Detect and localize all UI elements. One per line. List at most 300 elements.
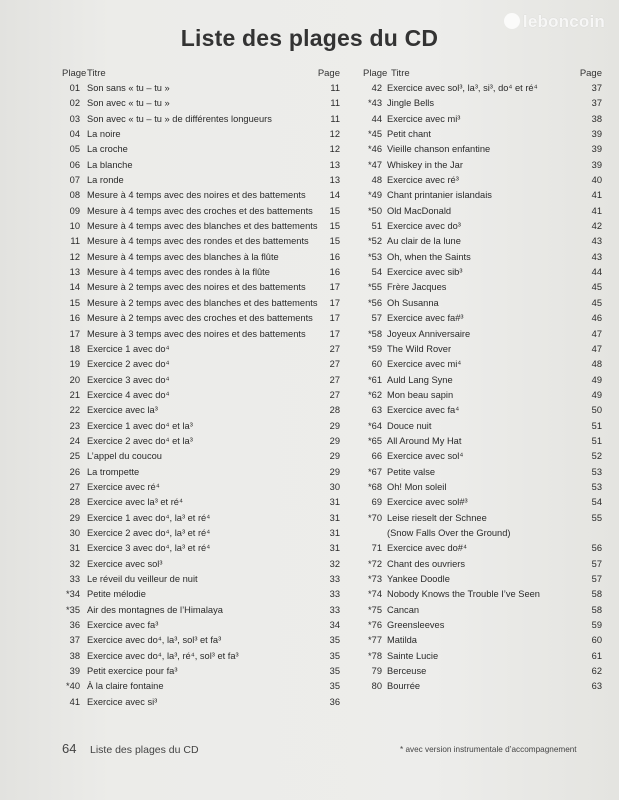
track-page: 38: [591, 113, 602, 124]
track-number: *77: [368, 635, 382, 646]
track-row: [58, 541, 342, 556]
track-page: 44: [591, 267, 602, 278]
track-title: Mesure à 4 temps avec des rondes à la flûte: [87, 267, 270, 278]
track-page: 11: [330, 98, 340, 109]
track-number: 20: [69, 374, 80, 385]
track-page: 49: [591, 389, 602, 400]
track-row: [358, 526, 604, 541]
track-row: [58, 142, 342, 157]
track-row: [58, 373, 342, 388]
track-title: Exercice avec mi⁴: [387, 359, 462, 370]
track-row: [358, 219, 604, 234]
track-row: [58, 618, 342, 633]
track-number: *49: [368, 190, 382, 201]
track-title: Exercice avec do⁴, la³, ré⁴, sol³ et fa³: [87, 650, 239, 661]
track-title: Oh Susanna: [387, 297, 439, 308]
track-number: 29: [69, 512, 80, 523]
track-page: 59: [591, 620, 602, 631]
track-number: 15: [69, 297, 80, 308]
track-title: Mesure à 4 temps avec des blanches à la flûte: [87, 251, 279, 262]
track-row: [358, 633, 604, 648]
track-row: [58, 587, 342, 602]
track-title: Exercice avec do#⁴: [387, 543, 467, 554]
track-row: [358, 495, 604, 510]
track-list-header: [358, 66, 604, 81]
track-number: 17: [69, 328, 80, 339]
header-track: Plage: [62, 68, 87, 79]
track-number: 66: [371, 451, 382, 462]
track-page: 35: [329, 650, 340, 661]
track-page: 16: [329, 267, 340, 278]
track-title: Mon beau sapin: [387, 389, 454, 400]
header-page: Page: [317, 68, 340, 79]
track-title: Exercice avec sol³, la³, si³, do⁴ et ré⁴: [387, 83, 538, 93]
track-title: Douce nuit: [387, 420, 432, 431]
track-page: 33: [329, 604, 340, 615]
track-page: 14: [329, 190, 340, 201]
track-page: 35: [329, 635, 340, 646]
track-row: [58, 480, 342, 495]
footer-page-number: 64: [62, 741, 77, 756]
track-title: Exercice avec fa³: [87, 620, 159, 631]
track-number: 33: [69, 574, 80, 584]
track-title: Exercice avec ré³: [387, 175, 459, 186]
track-row: [358, 664, 604, 679]
track-number: 71: [371, 543, 382, 554]
track-title: Son avec « tu – tu »: [87, 98, 170, 109]
track-page: 43: [591, 236, 602, 247]
track-row: [358, 265, 604, 280]
track-row: [358, 557, 604, 572]
track-title: (Snow Falls Over the Ground): [387, 527, 511, 538]
track-page: 39: [591, 144, 602, 155]
header-track: Plage: [363, 68, 388, 79]
track-page: 39: [591, 159, 602, 170]
track-row: [58, 234, 342, 249]
track-number: *73: [368, 574, 382, 584]
track-number: 63: [371, 405, 382, 416]
track-number: 07: [69, 175, 80, 186]
footer-label: Liste des plages du CD: [90, 744, 199, 756]
track-row: [58, 311, 342, 326]
track-page: 17: [329, 313, 340, 324]
track-title: Mesure à 4 temps avec des noires et des battements: [87, 190, 306, 201]
track-title: Exercice avec sib³: [387, 267, 463, 278]
track-title: Exercice avec sol⁴: [387, 451, 464, 462]
track-page: 31: [329, 543, 340, 554]
track-title: Mesure à 4 temps avec des blanches et des battements: [87, 221, 318, 232]
track-row: [58, 403, 342, 418]
track-row: [358, 234, 604, 249]
track-row: [358, 434, 604, 449]
track-row: [58, 81, 342, 96]
track-title: Oh, when the Saints: [387, 251, 471, 262]
track-title: Mesure à 2 temps avec des blanches et des battements: [87, 297, 318, 308]
track-list-right: [358, 66, 604, 695]
track-row: [358, 587, 604, 602]
track-page: 27: [329, 359, 340, 370]
track-number: *40: [66, 681, 80, 692]
track-page: 15: [329, 221, 340, 232]
track-page: 35: [329, 681, 340, 692]
track-title: Frère Jacques: [387, 282, 447, 293]
track-title: Petit chant: [387, 129, 431, 140]
track-number: *55: [368, 282, 382, 293]
track-row: [58, 649, 342, 664]
track-number: 25: [69, 451, 80, 462]
track-number: 48: [371, 175, 382, 186]
track-number: *50: [368, 205, 382, 216]
track-number: *45: [368, 129, 382, 140]
track-page: 12: [329, 129, 340, 140]
track-row: [58, 526, 342, 541]
track-number: 51: [371, 221, 382, 232]
track-title: La trompette: [87, 466, 140, 477]
track-number: 04: [69, 129, 80, 140]
track-title: Yankee Doodle: [387, 574, 450, 584]
page-title: Liste des plages du CD: [180, 25, 439, 51]
track-number: *58: [368, 328, 382, 339]
track-page: 57: [591, 574, 602, 584]
track-title: Joyeux Anniversaire: [387, 328, 471, 339]
track-number: 36: [69, 620, 80, 631]
track-page: 17: [329, 297, 340, 308]
track-number: 32: [69, 558, 80, 569]
track-page: 40: [591, 175, 602, 186]
track-number: 79: [371, 666, 382, 677]
track-page: 39: [591, 129, 602, 140]
track-row: [358, 112, 604, 127]
track-number: 31: [69, 543, 80, 554]
track-row: [58, 250, 342, 265]
track-title: Exercice 3 avec do⁴: [87, 374, 170, 385]
track-page: 37: [591, 98, 602, 109]
track-page: 13: [329, 175, 340, 186]
track-page: 11: [330, 113, 340, 124]
track-row: [58, 633, 342, 648]
track-number: 57: [371, 313, 382, 324]
track-number: *53: [368, 251, 382, 262]
track-row: [358, 373, 604, 388]
track-number: 13: [69, 267, 80, 278]
track-number: 30: [69, 527, 80, 538]
track-title: Exercice avec fa#³: [387, 313, 464, 324]
track-title: Exercice 4 avec do⁴: [87, 389, 170, 400]
track-page: 34: [329, 620, 340, 631]
track-row: [358, 679, 604, 694]
track-number: 09: [69, 205, 80, 216]
track-number: 23: [69, 420, 80, 431]
track-title: La blanche: [87, 159, 133, 170]
track-page: 29: [329, 451, 340, 462]
track-title: Exercice avec la³ et ré⁴: [87, 497, 183, 508]
track-row: [358, 480, 604, 495]
track-title: Exercice avec ré⁴: [87, 481, 160, 492]
track-number: 19: [69, 359, 80, 370]
track-row: [358, 419, 604, 434]
track-number: *67: [368, 466, 382, 477]
track-page: 31: [329, 512, 340, 523]
track-page: 27: [329, 389, 340, 400]
track-page: 15: [329, 205, 340, 216]
track-number: 01: [69, 83, 80, 93]
track-row: [58, 557, 342, 572]
track-row: [358, 296, 604, 311]
track-page: 61: [591, 650, 602, 661]
track-number: 11: [70, 236, 80, 247]
track-row: [58, 388, 342, 403]
track-page: 15: [329, 236, 340, 247]
track-page: 52: [591, 451, 602, 462]
track-number: *64: [368, 420, 382, 431]
track-number: *56: [368, 297, 382, 308]
track-row: [58, 449, 342, 464]
track-number: 12: [69, 251, 80, 262]
track-rows-left: [58, 81, 342, 710]
track-row: [58, 265, 342, 280]
track-title: Exercice 2 avec do⁴: [87, 359, 170, 370]
track-number: 69: [371, 497, 382, 508]
track-page: 27: [329, 374, 340, 385]
track-row: [58, 188, 342, 203]
track-page: 46: [591, 313, 602, 324]
track-page: 47: [591, 328, 602, 339]
track-page: 33: [329, 589, 340, 600]
track-title: L’appel du coucou: [87, 451, 162, 462]
track-page: 31: [329, 527, 340, 538]
track-title: Matilda: [387, 635, 417, 646]
track-number: *78: [368, 650, 382, 661]
track-title: Exercice avec sol³: [87, 558, 163, 569]
track-row: [58, 204, 342, 219]
track-row: [58, 434, 342, 449]
track-row: [58, 127, 342, 142]
track-number: *75: [368, 604, 382, 615]
footer-note: * avec version instrumentale d’accompagnement: [400, 745, 577, 754]
track-title: Exercice avec sol#³: [387, 497, 468, 508]
track-number: *47: [368, 159, 382, 170]
track-row: [358, 388, 604, 403]
track-title: Mesure à 4 temps avec des rondes et des battements: [87, 236, 309, 247]
track-row: [358, 327, 604, 342]
track-title: Exercice 2 avec do⁴, la³ et ré⁴: [87, 527, 211, 538]
track-number: 06: [69, 159, 80, 170]
track-row: [58, 96, 342, 111]
track-row: [358, 541, 604, 556]
track-title: Petite valse: [387, 466, 436, 477]
track-page: 56: [591, 543, 602, 554]
track-row: [358, 204, 604, 219]
track-row: [58, 664, 342, 679]
track-title: Chant printanier islandais: [387, 190, 492, 201]
track-row: [58, 327, 342, 342]
track-title: Exercice 1 avec do⁴: [87, 343, 170, 354]
track-page: 12: [329, 144, 340, 155]
track-number: 38: [69, 650, 80, 661]
track-row: [358, 465, 604, 480]
track-number: 60: [371, 359, 382, 370]
track-title: Exercice 3 avec do⁴, la³ et ré⁴: [87, 543, 211, 554]
track-title: Exercice 1 avec do⁴, la³ et ré⁴: [87, 512, 211, 523]
track-number: 42: [371, 83, 382, 93]
track-number: 08: [69, 190, 80, 201]
track-title: Exercice avec si³: [87, 696, 158, 707]
track-title: Cancan: [387, 604, 420, 615]
track-page: 58: [591, 604, 602, 615]
header-title: Titre: [87, 68, 106, 79]
track-title: Vieille chanson enfantine: [387, 144, 491, 155]
track-number: *76: [368, 620, 382, 631]
track-number: *34: [66, 589, 80, 600]
track-row: [358, 357, 604, 372]
track-number: 37: [69, 635, 80, 646]
track-page: 57: [591, 558, 602, 569]
track-row: [58, 296, 342, 311]
track-page: 53: [591, 466, 602, 477]
track-page: 63: [591, 681, 602, 692]
track-number: *46: [368, 144, 382, 155]
track-row: [358, 618, 604, 633]
track-rows-right: [358, 81, 604, 695]
track-row: [358, 311, 604, 326]
track-number: *72: [368, 558, 382, 569]
track-title: La ronde: [87, 175, 124, 186]
track-row: [358, 250, 604, 265]
track-page: 32: [329, 558, 340, 569]
track-title: Oh! Mon soleil: [387, 481, 447, 492]
track-title: Petite mélodie: [87, 589, 146, 600]
track-page: 60: [591, 635, 602, 646]
track-number: *62: [368, 389, 382, 400]
track-row: [58, 357, 342, 372]
track-page: 17: [329, 328, 340, 339]
track-number: 54: [371, 267, 382, 278]
track-title: La noire: [87, 129, 121, 140]
header-page: Page: [579, 68, 602, 79]
track-title: Exercice avec do⁴, la³, sol³ et fa³: [87, 635, 222, 646]
track-title: La croche: [87, 144, 128, 155]
track-row: [358, 342, 604, 357]
track-page: 30: [329, 481, 340, 492]
track-page: 62: [591, 666, 602, 677]
track-title: Berceuse: [387, 666, 427, 677]
track-title: Old MacDonald: [387, 205, 452, 216]
track-page: 45: [591, 282, 602, 293]
track-number: *74: [368, 589, 382, 600]
track-title: Mesure à 2 temps avec des croches et des battements: [87, 313, 313, 324]
track-title: Mesure à 3 temps avec des noires et des battements: [87, 328, 306, 339]
track-row: [358, 188, 604, 203]
track-number: *70: [368, 512, 382, 523]
track-title: Whiskey in the Jar: [387, 159, 463, 170]
track-row: [358, 280, 604, 295]
track-number: 21: [69, 389, 80, 400]
track-number: 22: [69, 405, 80, 416]
track-number: *68: [368, 481, 382, 492]
track-title: Exercice avec fa⁴: [387, 405, 460, 416]
track-number: 44: [371, 113, 382, 124]
track-title: Chant des ouvriers: [387, 558, 466, 569]
track-page: 45: [591, 297, 602, 308]
track-page: 29: [329, 435, 340, 446]
track-number: 10: [69, 221, 80, 232]
track-row: [358, 572, 604, 587]
track-title: Exercice avec la³: [87, 405, 158, 416]
track-title: Greensleeves: [387, 620, 445, 631]
track-row: [58, 173, 342, 188]
track-number: 28: [69, 497, 80, 508]
track-row: [358, 649, 604, 664]
track-title: Sainte Lucie: [387, 650, 439, 661]
track-title: Exercice avec mi³: [387, 113, 461, 124]
track-number: 02: [69, 98, 80, 109]
track-row: [358, 142, 604, 157]
track-number: 80: [371, 681, 382, 692]
track-number: *43: [368, 98, 382, 109]
track-number: 18: [69, 343, 80, 354]
track-number: *61: [368, 374, 382, 385]
track-number: 24: [69, 435, 80, 446]
track-title: Mesure à 4 temps avec des croches et des battements: [87, 205, 313, 216]
track-title: Son sans « tu – tu »: [87, 83, 170, 93]
track-row: [358, 158, 604, 173]
track-title: À la claire fontaine: [87, 681, 164, 692]
track-row: [58, 572, 342, 587]
track-row: [358, 511, 604, 526]
track-row: [58, 158, 342, 173]
track-row: [58, 603, 342, 618]
track-page: 35: [329, 666, 340, 677]
track-number: 16: [69, 313, 80, 324]
track-title: Exercice avec do³: [387, 221, 461, 232]
track-page: 37: [591, 83, 602, 93]
track-page: 50: [591, 405, 602, 416]
track-row: [358, 127, 604, 142]
track-list-header: [58, 66, 342, 81]
track-row: [358, 603, 604, 618]
track-number: 14: [69, 282, 80, 293]
track-number: *65: [368, 435, 382, 446]
track-row: [58, 679, 342, 694]
track-title: Nobody Knows the Trouble I’ve Seen: [387, 589, 540, 600]
track-number: 27: [69, 481, 80, 492]
track-page: 51: [591, 420, 602, 431]
track-title: Exercice 2 avec do⁴ et la³: [87, 435, 193, 446]
track-number: *52: [368, 236, 382, 247]
track-page: 51: [591, 435, 602, 446]
track-page: 47: [591, 343, 602, 354]
track-title: Son avec « tu – tu » de différentes longueurs: [87, 113, 272, 124]
header-title: Titre: [391, 68, 410, 79]
track-title: The Wild Rover: [387, 343, 452, 354]
track-title: All Around My Hat: [387, 435, 462, 446]
track-row: [58, 419, 342, 434]
track-row: [58, 695, 342, 710]
track-row: [58, 342, 342, 357]
track-page: 48: [591, 359, 602, 370]
track-page: 17: [329, 282, 340, 293]
track-title: Air des montagnes de l’Himalaya: [87, 604, 223, 615]
track-row: [358, 173, 604, 188]
track-number: *59: [368, 343, 382, 354]
track-number: *35: [66, 604, 80, 615]
track-row: [358, 449, 604, 464]
track-row: [58, 511, 342, 526]
track-page: 49: [591, 374, 602, 385]
track-page: 13: [329, 159, 340, 170]
track-row: [358, 81, 604, 96]
track-title: Petit exercice pour fa³: [87, 666, 178, 677]
